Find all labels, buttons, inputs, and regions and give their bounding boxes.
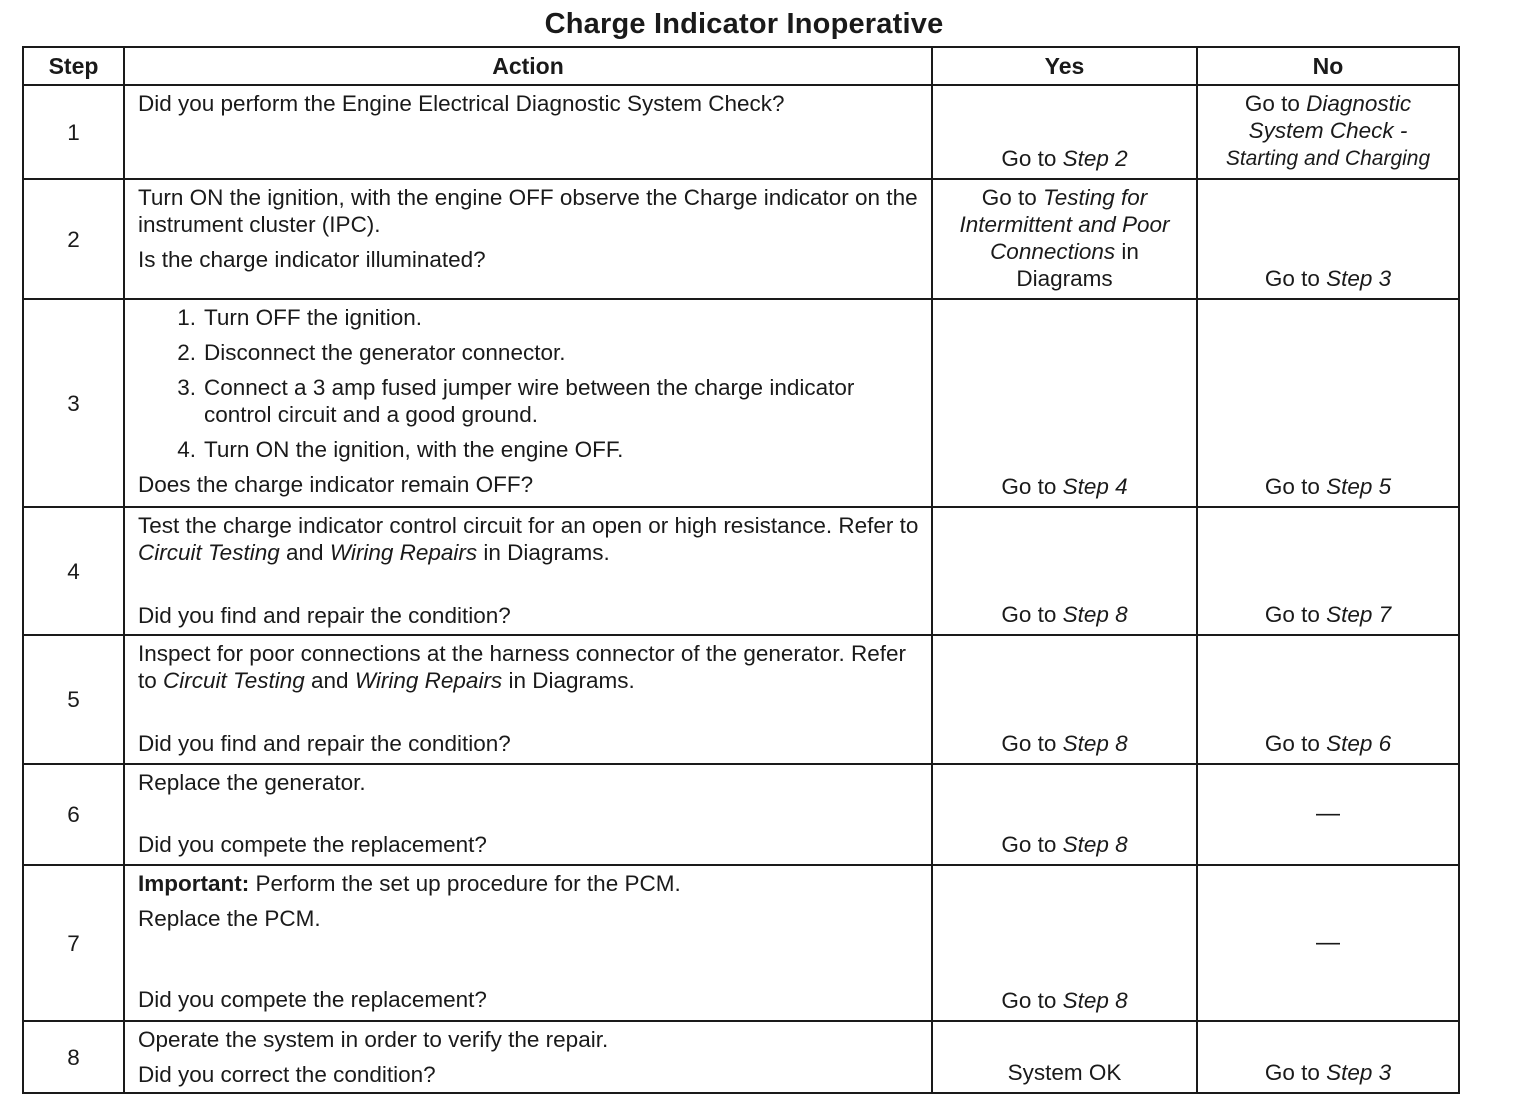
table-row: [23, 635, 1459, 764]
yes-link[interactable]: Intermittent and Poor: [959, 212, 1170, 237]
no-link[interactable]: Step 6: [1326, 731, 1392, 756]
action-cell: [124, 635, 932, 764]
action-cell: [124, 865, 932, 1021]
step-number: 7: [23, 865, 124, 1021]
yes-link[interactable]: Testing for: [1043, 185, 1148, 210]
go-to-label: Go to: [1001, 832, 1057, 857]
diagnostic-table: [22, 46, 1460, 1094]
go-to-label: Go to: [981, 185, 1037, 210]
no-cell: [1197, 179, 1459, 299]
no-cell: [1197, 865, 1459, 1021]
table-row: [23, 85, 1459, 179]
yes-link[interactable]: Step 8: [1062, 731, 1128, 756]
table-row: [23, 764, 1459, 865]
table-row: [23, 1021, 1459, 1093]
go-to-label: Go to: [1001, 731, 1057, 756]
list-item: 1. Turn OFF the ignition.: [177, 305, 423, 330]
go-to-label: Go to: [1001, 474, 1057, 499]
table-header-row: [23, 47, 1459, 85]
go-to-label: Go to: [1264, 474, 1320, 499]
yes-link[interactable]: Step 4: [1062, 474, 1128, 499]
no-link[interactable]: Starting and Charging: [1225, 147, 1431, 170]
yes-link[interactable]: Step 8: [1062, 832, 1128, 857]
action-text: Replace the PCM.: [138, 906, 321, 931]
no-link[interactable]: System Check -: [1248, 118, 1408, 143]
not-applicable-dash: —: [1316, 800, 1340, 827]
yes-cell: [932, 1021, 1197, 1093]
diagrams-label: Diagrams: [1016, 266, 1113, 291]
no-link[interactable]: Step 3: [1326, 266, 1392, 291]
yes-cell: [932, 299, 1197, 507]
yes-cell: [932, 85, 1197, 179]
system-ok-text: System OK: [1007, 1060, 1122, 1085]
yes-link[interactable]: Step 2: [1062, 146, 1128, 171]
important-note: Important: Perform the set up procedure for the PCM.: [138, 871, 681, 896]
no-cell: [1197, 1021, 1459, 1093]
no-link[interactable]: Step 5: [1326, 474, 1392, 499]
go-to-label: Go to: [1264, 602, 1320, 627]
action-text: Inspect for poor connections at the harness connector of the generator. Refer to Circuit Testing and Wiring Repairs in Diagrams.: [138, 641, 906, 693]
list-item: 4. Turn ON the ignition, with the engine OFF.: [177, 437, 624, 462]
list-item: 2. Disconnect the generator connector.: [177, 340, 566, 365]
action-cell: [124, 507, 932, 635]
action-text: Operate the system in order to verify the repair.: [138, 1027, 609, 1052]
step-number: 6: [23, 764, 124, 865]
wiring-repairs-link[interactable]: Wiring Repairs: [329, 540, 478, 565]
wiring-repairs-link[interactable]: Wiring Repairs: [354, 668, 503, 693]
list-item: 3. Connect a 3 amp fused jumper wire between the charge indicator control circuit and a good ground.: [177, 375, 855, 427]
action-question: Did you correct the condition?: [138, 1062, 436, 1087]
no-link[interactable]: Step 3: [1326, 1060, 1392, 1085]
step-number: 1: [23, 85, 124, 179]
step-number: 3: [23, 299, 124, 507]
yes-cell: [932, 635, 1197, 764]
action-question: Did you find and repair the condition?: [138, 603, 511, 628]
action-cell: [124, 85, 932, 179]
step-number: 4: [23, 507, 124, 635]
table-row: [23, 299, 1459, 507]
no-cell: [1197, 764, 1459, 865]
in-label: in: [1121, 239, 1139, 264]
action-cell: [124, 299, 932, 507]
action-question: Did you find and repair the condition?: [138, 731, 511, 756]
go-to-label: Go to: [1244, 91, 1300, 116]
action-text: Did you perform the Engine Electrical Diagnostic System Check?: [138, 91, 785, 116]
go-to-label: Go to: [1001, 146, 1057, 171]
go-to-label: Go to: [1264, 266, 1320, 291]
go-to-label: Go to: [1001, 988, 1057, 1013]
step-number: 8: [23, 1021, 124, 1093]
action-question: Did you compete the replacement?: [138, 987, 487, 1012]
action-cell: [124, 1021, 932, 1093]
header-no: No: [1197, 47, 1459, 85]
no-cell: [1197, 507, 1459, 635]
go-to-label: Go to: [1264, 731, 1320, 756]
circuit-testing-link[interactable]: Circuit Testing: [138, 540, 280, 565]
no-cell: [1197, 299, 1459, 507]
circuit-testing-link[interactable]: Circuit Testing: [163, 668, 305, 693]
header-yes: Yes: [932, 47, 1197, 85]
important-label: Important:: [138, 871, 250, 896]
table-row: [23, 865, 1459, 1021]
no-link[interactable]: Step 7: [1326, 602, 1392, 627]
action-question: Did you compete the replacement?: [138, 832, 487, 857]
no-link[interactable]: Diagnostic: [1306, 91, 1412, 116]
yes-cell: [932, 764, 1197, 865]
yes-cell: [932, 507, 1197, 635]
table-row: [23, 179, 1459, 299]
action-question: Is the charge indicator illuminated?: [138, 247, 486, 272]
yes-cell: [932, 179, 1197, 299]
no-cell: [1197, 635, 1459, 764]
header-action: Action: [124, 47, 932, 85]
action-question: Does the charge indicator remain OFF?: [138, 472, 534, 497]
yes-link[interactable]: Connections: [990, 239, 1116, 264]
step-number: 2: [23, 179, 124, 299]
yes-link[interactable]: Step 8: [1062, 988, 1128, 1013]
go-to-label: Go to: [1001, 602, 1057, 627]
action-cell: [124, 764, 932, 865]
procedure-list: [138, 304, 919, 463]
action-cell: [124, 179, 932, 299]
action-text: Test the charge indicator control circuit for an open or high resistance. Refer to Circuit Testing and Wiring Repairs in Diagrams.: [138, 513, 919, 565]
action-text: Turn ON the ignition, with the engine OFF observe the Charge indicator on the instrument cluster (IPC).: [138, 185, 918, 237]
header-step: Step: [23, 47, 124, 85]
table-row: [23, 507, 1459, 635]
page-title: Charge Indicator Inoperative: [544, 8, 944, 40]
yes-cell: [932, 865, 1197, 1021]
go-to-label: Go to: [1264, 1060, 1320, 1085]
action-text: Replace the generator.: [138, 770, 366, 795]
not-applicable-dash: —: [1316, 928, 1340, 956]
yes-link[interactable]: Step 8: [1062, 602, 1128, 627]
no-cell: [1197, 85, 1459, 179]
step-number: 5: [23, 635, 124, 764]
